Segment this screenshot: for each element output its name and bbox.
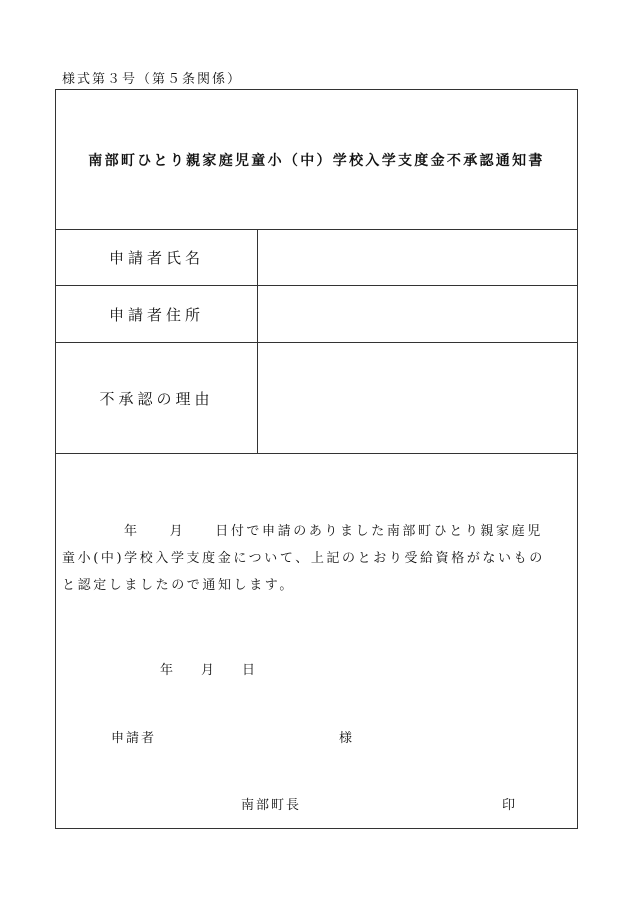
form-title: 南部町ひとり親家庭児童小（中）学校入学支度金不承認通知書 xyxy=(88,152,545,169)
reason-label: 不承認の理由 xyxy=(56,343,258,453)
mayor-label: 南部町長 xyxy=(241,798,302,813)
applicant-name-field[interactable] xyxy=(258,229,577,285)
applicant-address-label: 申請者住所 xyxy=(56,286,258,342)
applicant-label: 申請者 xyxy=(111,731,157,746)
body-year: 年 xyxy=(124,524,140,539)
issue-date-day: 日 xyxy=(242,663,256,678)
body-line-3: と認定しましたので通知します。 xyxy=(62,578,295,593)
body-month: 月 xyxy=(169,524,186,539)
issue-date xyxy=(160,659,255,678)
body-line-1 xyxy=(62,518,574,545)
title-row xyxy=(56,90,577,230)
notice-form xyxy=(55,89,578,829)
reason-row xyxy=(56,343,577,454)
issue-date-year: 年 xyxy=(160,663,174,678)
seal-mark: 印 xyxy=(502,798,516,813)
honorific: 様 xyxy=(339,731,353,746)
applicant-address-field[interactable] xyxy=(258,286,577,342)
applicant-name-label: 申請者氏名 xyxy=(56,229,258,285)
reason-field[interactable] xyxy=(258,343,577,453)
body-day-text: 日付で申請のありました南部町ひとり親家庭児 xyxy=(215,524,543,539)
applicant-name-row xyxy=(56,229,577,286)
notice-body xyxy=(62,518,574,599)
issue-date-month: 月 xyxy=(201,663,215,678)
applicant-address-row xyxy=(56,286,577,343)
body-line-2: 童小(中)学校入学支度金について、上記のとおり受給資格がないもの xyxy=(62,551,545,566)
form-number: 様式第３号（第５条関係） xyxy=(62,72,243,87)
